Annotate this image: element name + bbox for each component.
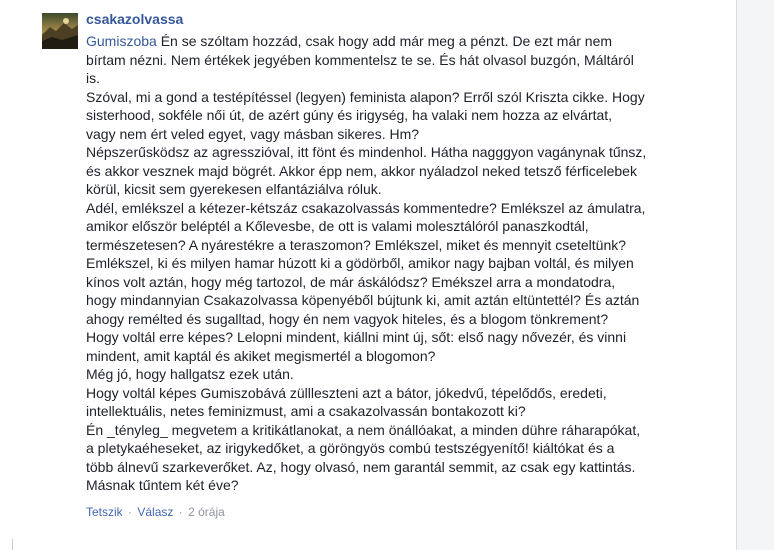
comment-line: Hogy voltál erre képes? Lelopni mindent, kiállni mint új, sőt: első nagy nővezér, és vinni: [86, 329, 627, 345]
comment-line: Hogy voltál képes Gumiszobává züllleszteni azt a bátor, jókedvű, tépelődős, eredeti,: [86, 384, 607, 401]
avatar[interactable]: [42, 13, 78, 49]
comment-line: Még jó, hogy hallgatsz ezek után.: [86, 366, 294, 382]
comment-line: Adél, emlékszel a kétezer-kétszáz csakazolvassás kommentedre? Emlékszel az ámulatra,: [86, 199, 646, 216]
comment-line: vagy nem ért veled egyet, vagy másban sikeres. Hm?: [86, 125, 420, 142]
comment-line: is.: [86, 70, 100, 86]
reply-link[interactable]: Válasz: [137, 504, 174, 519]
profile-photo-icon: [42, 13, 78, 49]
comment-line: kínos volt aztán, hogy még tartozol, de már áskálódsz? Emékszel arra a mondatodra,: [86, 273, 616, 290]
action-separator: ·: [178, 504, 183, 519]
comment-actions: [86, 505, 686, 519]
comment-line: Másnak tűntem két éve?: [86, 477, 239, 493]
comment-body: [86, 10, 686, 519]
comment-line: és akkor vesznek majd bögrét. Akkor épp nem, akkor nyáladzol neked tetsző férficelebek: [86, 162, 637, 179]
comment-line: [86, 32, 686, 51]
comment-line: sisterhood, sokféle női út, de azért gúny és irigység, ha valaki nem hozza az elvártat,: [86, 107, 613, 123]
comment-timestamp[interactable]: 2 órája: [188, 504, 225, 519]
comment-line: természetesen? A nyárestékre a teraszomon? Emlékszel, miket és mennyit cseteltünk?: [86, 236, 627, 253]
comment-line: több álnevű szarkeverőket. Az, hogy olvasó, nem garantál semmit, az csak egy kattintás.: [86, 458, 636, 475]
comment-line: bírtam nézni. Nem értékek jegyében kommentelsz te se. És hát olvasol buzgón, Máltáról: [86, 51, 634, 68]
comment-line: a pletykaéheseket, az irigykedőket, a göröngyös combú testszégyenítő! kiáltókat és a: [86, 440, 615, 456]
comment-line: Szóval, mi a gond a testépítéssel (legyen) feminista alapon? Erről szól Kriszta cikke. Hogy: [86, 88, 645, 105]
mention-link[interactable]: Gumiszoba: [86, 33, 157, 49]
right-gutter: [737, 0, 774, 550]
comment-line: hogy mindannyian Csakazolvassa köpenyéből bújtunk ki, amit aztán eltüntettél? És aztán: [86, 292, 640, 308]
comment-line: Népszerűsködsz az agresszióval, itt fönt és mindenhol. Hátha nagggyon vagánynak tűnsz,: [86, 144, 647, 160]
comment-line: mindent, amit kaptál és akiket megismertél a blogomon?: [86, 347, 436, 364]
comment-line-text: Én se szóltam hozzád, csak hogy add már meg a pénzt. De ezt már nem: [156, 33, 613, 49]
action-separator: ·: [128, 504, 133, 519]
comment-line: Én _tényleg_ megvetem a kritikátlanokat, a nem önállóakat, a minden dühre ráharapókat,: [86, 421, 641, 438]
comment-line: ahogy remélted és sugalltad, hogy én nem vagyok hiteles, és a blogom tönkrement?: [86, 310, 609, 327]
like-link[interactable]: Tetszik: [86, 504, 123, 519]
comment-line: körül, kicsit sem gyerekesen elfantáziálva róluk.: [86, 181, 382, 197]
comment-line: amikor először beléptél a Kőlevesbe, de ott is valami molesztálóról panaszkodtál,: [86, 218, 589, 234]
comment-line: intellektuális, netes feminizmust, ami a csakazolvassán bontakozott ki?: [86, 403, 526, 419]
thread-line: [12, 539, 13, 550]
comment-text: [86, 32, 686, 495]
comment-author-link[interactable]: csakazolvassa: [86, 11, 184, 27]
comment-line: Emlékszel, ki és milyen hamar húzott ki a gödörből, amikor nagy bajban voltál, és milyen: [86, 255, 634, 271]
